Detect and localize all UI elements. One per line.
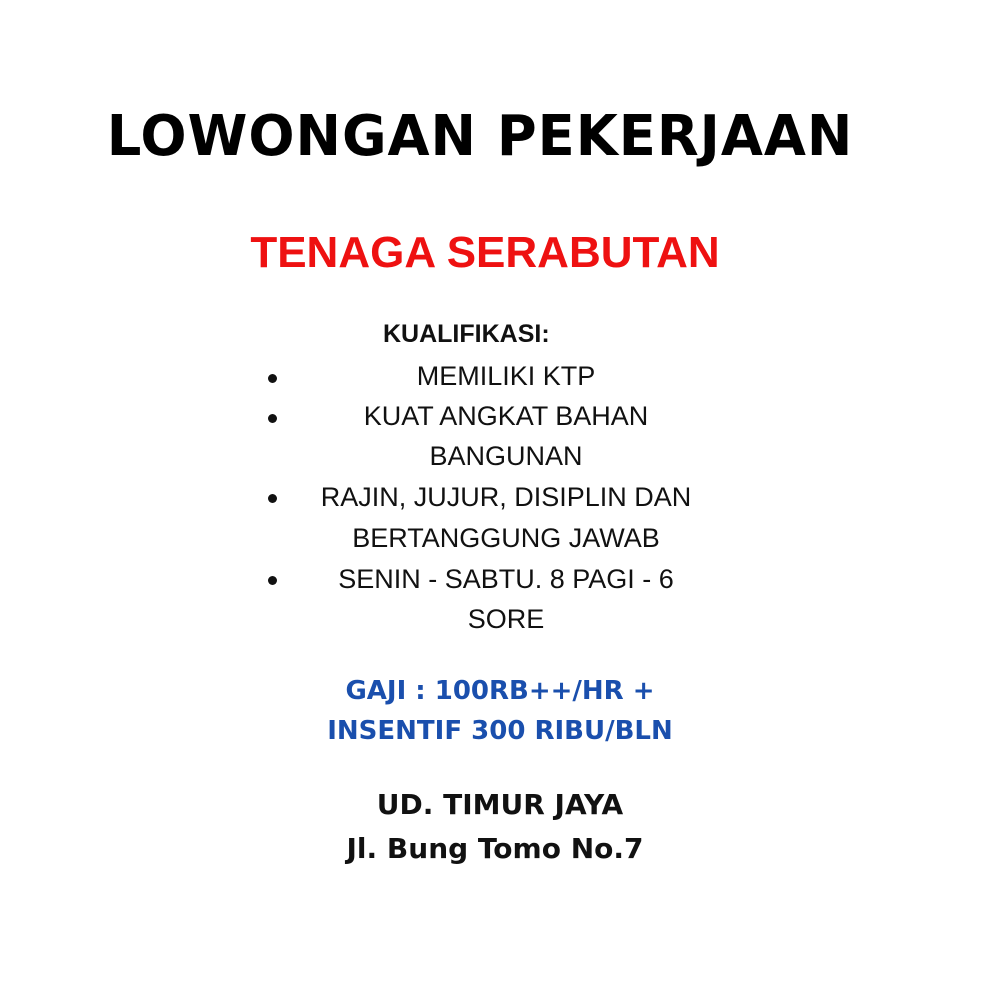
qualification-item-cont: SORE <box>467 604 545 634</box>
qualification-item: RAJIN, JUJUR, DISIPLIN DAN <box>320 482 692 512</box>
bullet-icon <box>268 414 277 423</box>
poster-title: LOWONGAN PEKERJAAN <box>106 104 854 169</box>
company-name: UD. TIMUR JAYA <box>376 788 624 821</box>
qualifications-heading: KUALIFIKASI: <box>383 320 550 348</box>
bullet-icon <box>268 576 277 585</box>
qualification-item: SENIN - SABTU. 8 PAGI - 6 <box>338 564 674 594</box>
qualification-item-cont: BERTANGGUNG JAWAB <box>352 523 660 553</box>
salary-line-1: GAJI : 100RB++/HR + <box>345 676 655 706</box>
company-address: Jl. Bung Tomo No.7 <box>346 832 644 865</box>
qualification-item: KUAT ANGKAT BAHAN <box>363 401 649 431</box>
job-position: TENAGA SERABUTAN <box>250 228 720 277</box>
bullet-icon <box>268 374 277 383</box>
salary-line-2: INSENTIF 300 RIBU/BLN <box>327 716 673 746</box>
bullet-icon <box>268 494 277 503</box>
qualification-item-cont: BANGUNAN <box>429 441 583 471</box>
qualification-item: MEMILIKI KTP <box>416 361 596 391</box>
